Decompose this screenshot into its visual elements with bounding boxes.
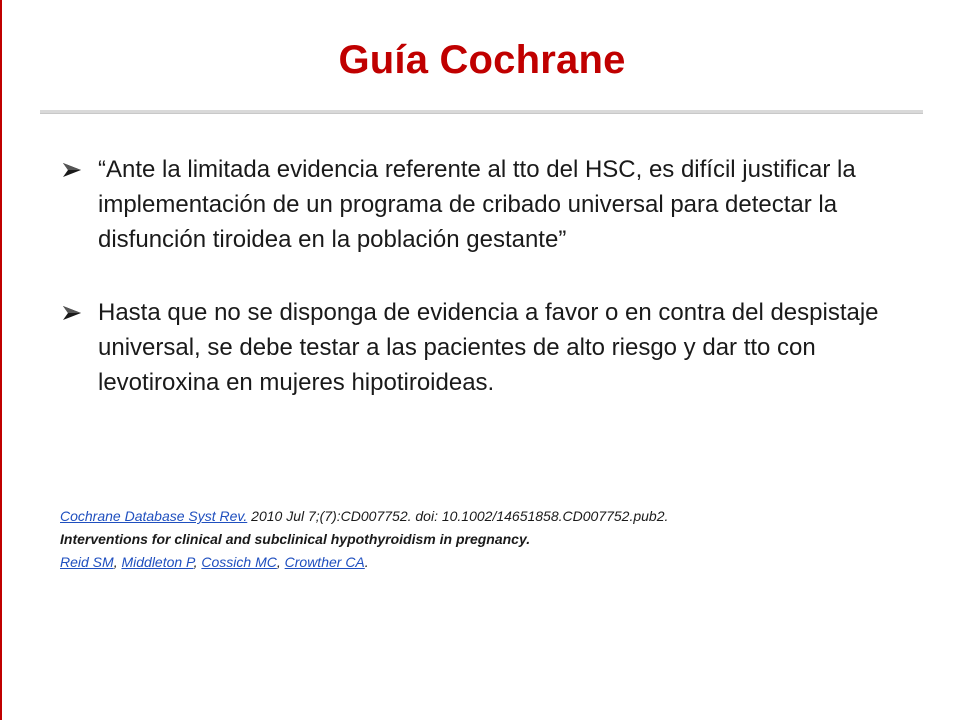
- authors-end-mark: .: [364, 554, 369, 570]
- author-link-4[interactable]: Crowther CA: [284, 554, 365, 570]
- slide-title: Guía Cochrane: [338, 38, 626, 82]
- arrowhead-bullet-icon: [62, 162, 82, 178]
- bullet-text-2: Hasta que no se disponga de evidencia a favor o en contra del despistaje universal, se debe testar a las pacientes de alto riesgo y dar tto con levotiroxina en mujeres hipotiroideas.: [98, 299, 879, 396]
- bullet-list: [60, 152, 900, 400]
- citation-source-line: [60, 505, 920, 528]
- author-link-1[interactable]: Reid SM: [60, 554, 114, 570]
- author-separator: ,: [113, 554, 122, 570]
- bullet-item-1: [60, 152, 900, 257]
- author-link-2[interactable]: Middleton P: [121, 554, 194, 570]
- title-divider: [40, 110, 923, 114]
- author-separator: ,: [276, 554, 285, 570]
- citation: [60, 505, 920, 574]
- arrowhead-bullet-icon: [62, 305, 82, 321]
- bullet-item-2: [60, 295, 900, 400]
- bullet-text-1: “Ante la limitada evidencia referente al tto del HSC, es difícil justificar la implementación de un programa de cribado universal para detectar la disfunción tiroidea en la población gestante”: [98, 156, 856, 253]
- author-separator: ,: [193, 554, 202, 570]
- journal-details: 2010 Jul 7;(7):CD007752. doi: 10.1002/14651858.CD007752.pub2.: [247, 508, 669, 524]
- authors-line: [60, 551, 920, 574]
- author-link-3[interactable]: Cossich MC: [201, 554, 277, 570]
- article-title: Interventions for clinical and subclinical hypothyroidism in pregnancy.: [60, 531, 531, 547]
- journal-link[interactable]: Cochrane Database Syst Rev.: [60, 508, 248, 524]
